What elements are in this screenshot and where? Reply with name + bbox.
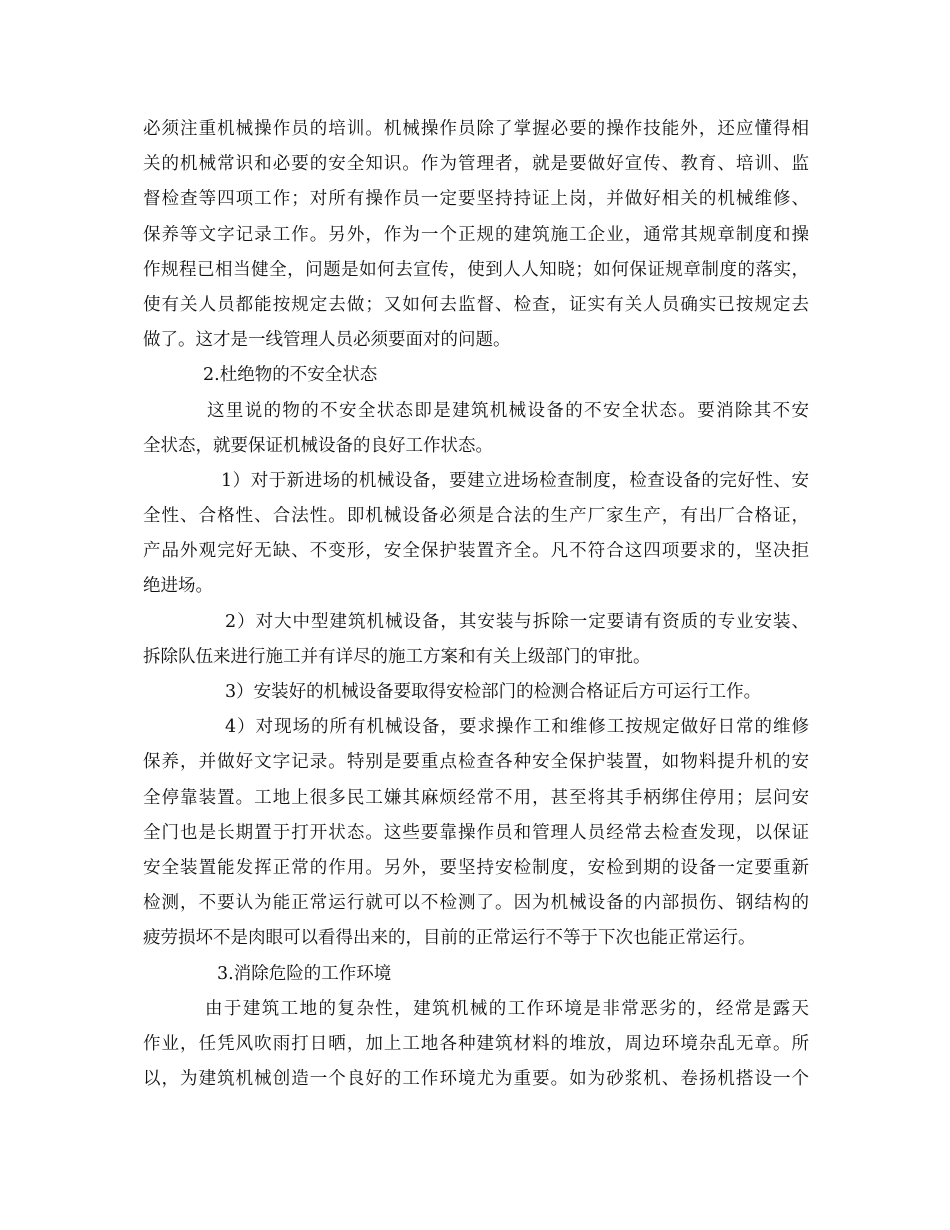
- text-line: 督检查等四项工作；对所有操作员一定要坚持持证上岗，并做好相关的机械维修、: [143, 189, 809, 210]
- text-line: 使有关人员都能按规定去做；又如何去监督、检查，证实有关人员确实已按规定去: [143, 294, 809, 315]
- text-line: 关的机械常识和必要的安全知识。作为管理者，就是要做好宣传、教育、培训、监: [143, 154, 809, 175]
- text-line: 产品外观完好无缺、不变形，安全保护装置齐全。凡不符合这四项要求的，坚决拒: [143, 541, 809, 562]
- text-line: 全状态，就要保证机械设备的良好工作状态。: [143, 435, 493, 456]
- section-heading: 2.杜绝物的不安全状态: [203, 365, 378, 386]
- list-item-line: 4）对现场的所有机械设备，要求操作工和维修工按规定做好日常的维修: [225, 717, 809, 738]
- text-line: 疲劳损坏不是肉眼可以看得出来的，目前的正常运行不等于下次也能正常运行。: [143, 928, 756, 949]
- text-line: 这里说的物的不安全状态即是建筑机械设备的不安全状态。要消除其不安: [207, 400, 809, 421]
- text-line: 做了。这才是一线管理人员必须要面对的问题。: [143, 330, 511, 351]
- text-line: 拆除队伍来进行施工并有详尽的施工方案和有关上级部门的审批。: [143, 646, 651, 667]
- text-line: 作规程已相当健全，问题是如何去宣传，使到人人知晓；如何保证规章制度的落实，: [143, 259, 809, 280]
- text-line: 全门也是长期置于打开状态。这些要靠操作员和管理人员经常去检查发现，以保证: [143, 822, 809, 843]
- text-line: 全停靠装置。工地上很多民工嫌其麻烦经常不用，甚至将其手柄绑住停用；层问安: [143, 787, 809, 808]
- text-line: 检测，不要认为能正常运行就可以不检测了。因为机械设备的内部损伤、钢结构的: [143, 893, 809, 914]
- text-line: 绝进场。: [143, 576, 213, 597]
- text-line: 全性、合格性、合法性。即机械设备必须是合法的生产厂家生产，有出厂合格证，: [143, 506, 809, 527]
- text-line: 安全装置能发挥正常的作用。另外，要坚持安检制度，安检到期的设备一定要重新: [143, 857, 809, 878]
- text-line: 作业，任凭风吹雨打日晒，加上工地各种建筑材料的堆放，周边环境杂乱无章。所: [143, 1033, 809, 1054]
- section-heading: 3.消除危险的工作环境: [217, 963, 392, 984]
- list-item-line: 3）安装好的机械设备要取得安检部门的检测合格证后方可运行工作。: [225, 682, 762, 702]
- body-text: [143, 112, 809, 1097]
- text-line: 保养等文字记录工作。另外，作为一个正规的建筑施工企业，通常其规章制度和操: [143, 224, 809, 245]
- list-item-line: 1）对于新进场的机械设备，要建立进场检查制度，检查设备的完好性、安: [221, 470, 809, 491]
- text-line: 保养，并做好文字记录。特别是要重点检查各种安全保护装置，如物料提升机的安: [143, 752, 809, 773]
- list-item-line: 2）对大中型建筑机械设备，其安装与拆除一定要请有资质的专业安装、: [225, 611, 809, 632]
- text-line: 必须注重机械操作员的培训。机械操作员除了掌握必要的操作技能外，还应懂得相: [143, 119, 809, 139]
- text-line: 以，为建筑机械创造一个良好的工作环境尤为重要。如为砂浆机、卷扬机搭设一个: [143, 1069, 809, 1090]
- text-line: 由于建筑工地的复杂性，建筑机械的工作环境是非常恶劣的，经常是露天: [205, 998, 809, 1019]
